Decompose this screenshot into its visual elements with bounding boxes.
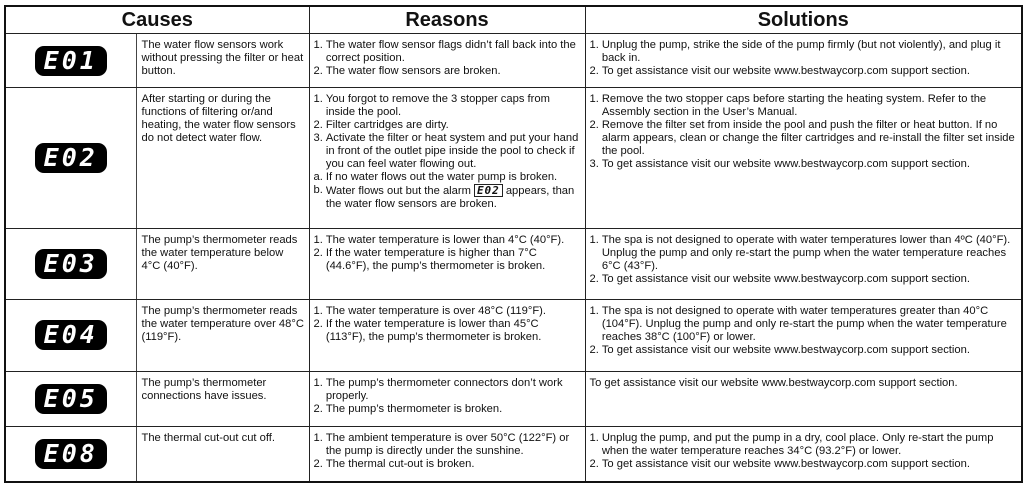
list-item	[590, 65, 1018, 78]
item-text: The water temperature is over 48°C (119°F).	[325, 305, 546, 318]
item-text: If the water temperature is higher than 7°C (44.6°F), the pump’s thermometer is broken.	[325, 246, 546, 272]
list-item	[314, 132, 581, 171]
solutions-cell	[585, 228, 1022, 300]
table-row	[5, 371, 1022, 426]
item-number: 2.	[589, 272, 599, 285]
item-number: 1.	[589, 233, 599, 246]
item-text: The water flow sensors are broken.	[325, 65, 501, 77]
table-row	[5, 34, 1022, 88]
list-item	[314, 458, 581, 471]
item-number: 1.	[589, 432, 599, 445]
list-item	[314, 305, 581, 318]
item-number: 2.	[313, 119, 323, 132]
error-code-display: E04	[35, 320, 107, 350]
item-text: The pump’s thermometer is broken.	[325, 402, 503, 415]
item-number: 1.	[313, 233, 323, 246]
item-number: 3.	[589, 158, 599, 171]
list-item	[314, 119, 581, 132]
list-item	[590, 273, 1018, 286]
item-text: The spa is not designed to operate with water temperatures greater than 40°C (104°F). Unplug the pump and only re-start the pump when the water temperature reaches 38°C (100°F) or lower.	[601, 305, 1007, 344]
inline-error-code: E02	[474, 184, 503, 197]
item-text: The thermal cut-out is broken.	[325, 458, 475, 471]
reasons-cell	[309, 371, 585, 426]
item-text: Activate the filter or heat system and put your hand in front of the outlet pipe inside the pool to check if you can feel water flowing out.	[325, 132, 579, 171]
solutions-cell	[585, 371, 1022, 426]
item-number: 2.	[313, 65, 323, 77]
cause-text: After starting or during the functions of filtering or/and heating, the water flow sensors do not detect water flow.	[136, 88, 309, 228]
item-number: 1.	[589, 305, 599, 318]
error-code-display: E01	[35, 46, 107, 76]
item-text: You forgot to remove the 3 stopper caps from inside the pool.	[325, 93, 550, 119]
reasons-cell	[309, 228, 585, 300]
item-text: To get assistance visit our website www.bestwaycorp.com support section.	[601, 458, 970, 471]
item-number: 2.	[589, 344, 599, 357]
list-item	[314, 247, 581, 273]
item-number: 2.	[313, 246, 323, 259]
table-row	[5, 88, 1022, 228]
item-number: a.	[313, 171, 323, 184]
list-item	[314, 318, 581, 344]
reasons-cell	[309, 300, 585, 372]
item-number: 2.	[589, 119, 599, 132]
reasons-cell	[309, 427, 585, 482]
list-item	[314, 93, 581, 119]
cause-text: The water flow sensors work without pressing the filter or heat button.	[136, 34, 309, 88]
table-row	[5, 228, 1022, 300]
error-code-cell	[5, 34, 136, 88]
item-text: To get assistance visit our website www.bestwaycorp.com support section.	[601, 158, 970, 171]
item-number: 1.	[313, 305, 323, 318]
error-code-cell	[5, 88, 136, 228]
list-item	[590, 458, 1018, 471]
error-code-display: E02	[35, 143, 107, 173]
item-text: The water temperature is lower than 4°C (40°F).	[325, 233, 565, 246]
item-number: 1.	[589, 93, 599, 106]
list-item	[590, 234, 1018, 273]
item-number: 1.	[313, 39, 323, 51]
list-item	[590, 93, 1018, 119]
error-code-display: E03	[35, 249, 107, 279]
list-item	[590, 158, 1018, 171]
item-text: To get assistance visit our website www.bestwaycorp.com support section.	[601, 65, 970, 77]
item-text-before: Water flows out but the alarm	[325, 185, 471, 198]
item-text: To get assistance visit our website www.bestwaycorp.com support section.	[601, 272, 970, 285]
header-causes: Causes	[5, 6, 309, 34]
reasons-cell	[309, 34, 585, 88]
error-code-display: E05	[35, 384, 107, 414]
list-item	[314, 234, 581, 247]
item-number: 1.	[313, 93, 323, 106]
header-reasons: Reasons	[309, 6, 585, 34]
error-code-cell	[5, 300, 136, 372]
item-number: 3.	[313, 132, 323, 145]
item-number: 1.	[313, 376, 323, 389]
item-number: 2.	[589, 458, 599, 471]
item-text: Unplug the pump, and put the pump in a dry, cool place. Only re-start the pump when the water temperature reaches 34°C (93.2°F) or lower.	[601, 432, 994, 458]
list-item	[590, 344, 1018, 357]
list-item: To get assistance visit our website www.bestwaycorp.com support section.	[589, 376, 958, 389]
item-number: 2.	[313, 402, 323, 415]
list-item	[314, 377, 581, 403]
item-text: Filter cartridges are dirty.	[325, 119, 449, 132]
list-item	[314, 184, 581, 211]
item-number: 2.	[589, 65, 599, 77]
header-solutions: Solutions	[585, 6, 1022, 34]
item-number: 2.	[313, 318, 323, 331]
item-text-after: appears, than the water flow sensors are broken.	[325, 185, 575, 211]
list-item	[590, 39, 1018, 65]
solutions-cell	[585, 427, 1022, 482]
header-row	[5, 6, 1022, 34]
reasons-cell	[309, 88, 585, 228]
item-text: The spa is not designed to operate with water temperatures lower than 4ºC (40°F). Unplug the pump and only re-start the pump when the water temperature reaches 6°C (43°F).	[601, 233, 1011, 272]
list-item	[314, 432, 581, 458]
item-text: The ambient temperature is over 50°C (122°F) or the pump is directly under the sunshine.	[325, 432, 570, 458]
item-text: The water flow sensor flags didn’t fall back into the correct position.	[325, 39, 576, 64]
item-text: To get assistance visit our website www.bestwaycorp.com support section.	[601, 344, 970, 357]
item-text	[326, 184, 581, 211]
error-code-cell	[5, 228, 136, 300]
item-text: Remove the filter set from inside the pool and push the filter or heat button. If no alarm appears, clean or change the filter cartridges and re-install the filter set inside the pool.	[601, 119, 1015, 158]
item-number: b.	[313, 184, 323, 197]
cause-text: The pump’s thermometer reads the water temperature over 48°C (119°F).	[136, 300, 309, 372]
list-item	[590, 119, 1018, 158]
item-number: 2.	[313, 458, 323, 471]
list-item	[590, 432, 1018, 458]
error-code-cell	[5, 427, 136, 482]
error-code-cell	[5, 371, 136, 426]
solutions-cell	[585, 300, 1022, 372]
list-item	[314, 171, 581, 184]
list-item	[314, 403, 581, 416]
list-item	[590, 305, 1018, 344]
error-code-display: E08	[35, 439, 107, 469]
list-item	[314, 65, 581, 78]
cause-text: The pump’s thermometer reads the water temperature below 4°C (40°F).	[136, 228, 309, 300]
item-text: The pump’s thermometer connectors don’t work properly.	[325, 376, 563, 402]
troubleshooting-table	[4, 5, 1023, 483]
item-number: 1.	[313, 432, 323, 445]
cause-text: The thermal cut-out cut off.	[136, 427, 309, 482]
item-number: 1.	[589, 39, 599, 51]
solutions-cell	[585, 88, 1022, 228]
solutions-cell	[585, 34, 1022, 88]
table-row	[5, 300, 1022, 372]
item-text: Remove the two stopper caps before starting the heating system. Refer to the Assembly section in the User’s Manual.	[601, 93, 987, 119]
cause-text: The pump’s thermometer connections have issues.	[136, 371, 309, 426]
item-text: Unplug the pump, strike the side of the pump firmly (but not violently), and plug it back in.	[601, 39, 1001, 64]
table-row	[5, 427, 1022, 482]
list-item	[314, 39, 581, 65]
item-text: If the water temperature is lower than 45°C (113°F), the pump’s thermometer is broken.	[325, 318, 542, 344]
item-text: If no water flows out the water pump is broken.	[325, 171, 558, 184]
